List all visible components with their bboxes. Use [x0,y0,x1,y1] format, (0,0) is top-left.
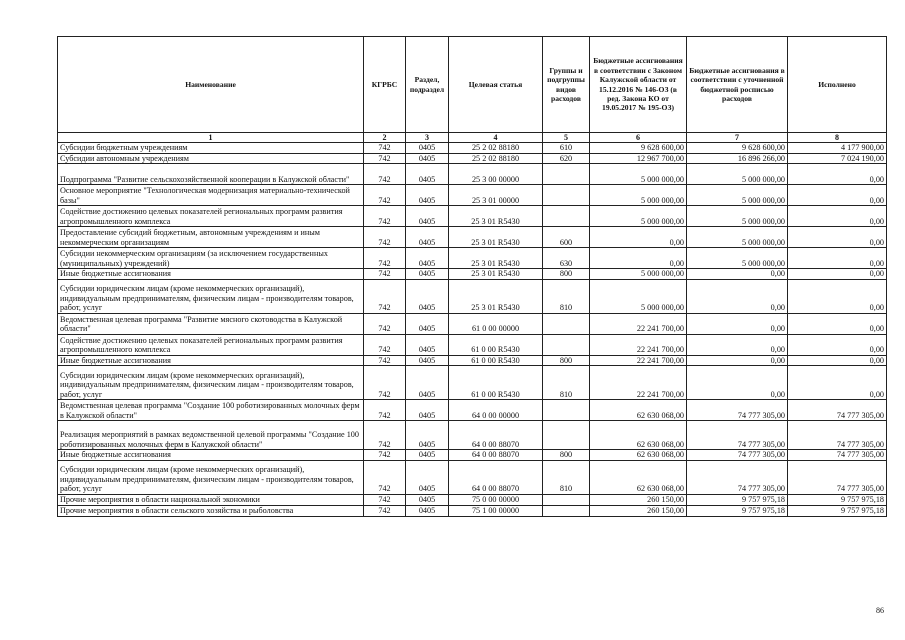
row-section: 0405 [406,505,449,516]
row-plan-amount: 16 896 266,00 [687,153,788,164]
row-kgrbs: 742 [364,269,406,280]
row-group [543,313,590,334]
table-row [58,248,887,269]
row-section: 0405 [406,355,449,366]
row-kgrbs: 742 [364,153,406,164]
row-plan-amount: 5 000 000,00 [687,248,788,269]
table-row [58,227,887,248]
row-law-amount: 0,00 [590,227,687,248]
table-row [58,400,887,421]
row-group: 610 [543,143,590,154]
row-target: 25 3 00 00000 [449,164,543,185]
table-row [58,366,887,400]
row-done-amount: 0,00 [788,227,887,248]
row-law-amount: 62 630 068,00 [590,460,687,494]
row-done-amount: 4 177 900,00 [788,143,887,154]
column-number: 7 [687,133,788,143]
row-law-amount: 5 000 000,00 [590,164,687,185]
row-section: 0405 [406,494,449,505]
row-law-amount: 260 150,00 [590,494,687,505]
row-section: 0405 [406,269,449,280]
row-kgrbs: 742 [364,366,406,400]
row-target: 64 0 00 00000 [449,400,543,421]
row-kgrbs: 742 [364,355,406,366]
row-group [543,400,590,421]
row-section: 0405 [406,164,449,185]
row-section: 0405 [406,421,449,450]
budget-table [57,36,887,517]
row-done-amount: 9 757 975,18 [788,505,887,516]
header-name: Наименование [58,37,364,133]
row-done-amount: 74 777 305,00 [788,421,887,450]
row-name: Субсидии юридическим лицам (кроме некоммерческих организаций), индивидуальным предпринимателям, физическим лицам - производителям товаров, работ, услуг [58,460,364,494]
table-row [58,450,887,461]
row-section: 0405 [406,313,449,334]
row-plan-amount: 74 777 305,00 [687,400,788,421]
row-done-amount: 74 777 305,00 [788,460,887,494]
table-row [58,460,887,494]
row-target: 25 3 01 00000 [449,185,543,206]
column-number: 4 [449,133,543,143]
row-done-amount: 0,00 [788,248,887,269]
row-group: 800 [543,450,590,461]
row-target: 64 0 00 88070 [449,450,543,461]
row-plan-amount: 5 000 000,00 [687,164,788,185]
header-law: Бюджетные ассигнования в соответствии с Законом Калужской области от 15.12.2016 № 146-ОЗ (в ред. Закона КО от 19.05.2017 № 195-ОЗ) [590,37,687,133]
row-target: 25 2 02 88180 [449,143,543,154]
table-row [58,143,887,154]
row-kgrbs: 742 [364,494,406,505]
row-section: 0405 [406,206,449,227]
row-kgrbs: 742 [364,505,406,516]
row-section: 0405 [406,460,449,494]
row-name: Субсидии автономным учреждениям [58,153,364,164]
row-section: 0405 [406,450,449,461]
row-name: Прочие мероприятия в области национальной экономики [58,494,364,505]
row-name: Содействие достижению целевых показателей региональных программ развития агропромышленного комплекса [58,206,364,227]
row-kgrbs: 742 [364,460,406,494]
row-target: 64 0 00 88070 [449,421,543,450]
row-section: 0405 [406,334,449,355]
row-plan-amount: 9 757 975,18 [687,505,788,516]
row-group: 630 [543,248,590,269]
column-number: 2 [364,133,406,143]
row-name: Субсидии юридическим лицам (кроме некоммерческих организаций), индивидуальным предпринимателям, физическим лицам - производителям товаров, работ, услуг [58,279,364,313]
table-row [58,355,887,366]
row-group: 810 [543,366,590,400]
row-name: Субсидии некоммерческим организациям (за исключением государственных (муниципальных) учреждений) [58,248,364,269]
row-target: 64 0 00 88070 [449,460,543,494]
row-name: Субсидии юридическим лицам (кроме некоммерческих организаций), индивидуальным предпринимателям, физическим лицам - производителям товаров, работ, услуг [58,366,364,400]
row-group: 800 [543,269,590,280]
row-kgrbs: 742 [364,421,406,450]
column-number: 8 [788,133,887,143]
row-kgrbs: 742 [364,143,406,154]
page-number: 86 [876,606,884,615]
table-row [58,313,887,334]
row-name: Иные бюджетные ассигнования [58,269,364,280]
row-section: 0405 [406,227,449,248]
row-done-amount: 0,00 [788,164,887,185]
row-plan-amount: 74 777 305,00 [687,421,788,450]
row-target: 25 3 01 R5430 [449,279,543,313]
row-kgrbs: 742 [364,185,406,206]
row-group: 600 [543,227,590,248]
table-row [58,334,887,355]
table-body [58,143,887,517]
row-group [543,421,590,450]
row-target: 61 0 00 00000 [449,313,543,334]
row-name: Ведомственная целевая программа "Развитие мясного скотоводства в Калужской области" [58,313,364,334]
row-kgrbs: 742 [364,279,406,313]
column-number: 1 [58,133,364,143]
table-row [58,206,887,227]
row-group [543,164,590,185]
header-done: Исполнено [788,37,887,133]
table-row [58,279,887,313]
row-target: 61 0 00 R5430 [449,355,543,366]
row-section: 0405 [406,185,449,206]
row-group: 810 [543,460,590,494]
row-kgrbs: 742 [364,248,406,269]
row-plan-amount: 0,00 [687,279,788,313]
row-kgrbs: 742 [364,313,406,334]
row-name: Предоставление субсидий бюджетным, автономным учреждениям и иным некоммерческим организациям [58,227,364,248]
row-group: 620 [543,153,590,164]
row-law-amount: 0,00 [590,248,687,269]
row-group [543,494,590,505]
row-done-amount: 0,00 [788,334,887,355]
header-plan: Бюджетные ассигнования в соответствии с уточненной бюджетной росписью расходов [687,37,788,133]
row-law-amount: 5 000 000,00 [590,185,687,206]
row-plan-amount: 9 628 600,00 [687,143,788,154]
row-done-amount: 0,00 [788,313,887,334]
header-kgrbs: КГРБС [364,37,406,133]
table-row [58,505,887,516]
row-kgrbs: 742 [364,400,406,421]
row-done-amount: 9 757 975,18 [788,494,887,505]
row-name: Иные бюджетные ассигнования [58,355,364,366]
column-number: 5 [543,133,590,143]
row-plan-amount: 74 777 305,00 [687,460,788,494]
row-name: Содействие достижению целевых показателей региональных программ развития агропромышленного комплекса [58,334,364,355]
row-group [543,206,590,227]
row-section: 0405 [406,248,449,269]
row-group [543,505,590,516]
row-target: 25 2 02 88180 [449,153,543,164]
row-group [543,185,590,206]
row-law-amount: 22 241 700,00 [590,366,687,400]
row-name: Иные бюджетные ассигнования [58,450,364,461]
row-law-amount: 9 628 600,00 [590,143,687,154]
row-section: 0405 [406,400,449,421]
row-target: 25 3 01 R5430 [449,206,543,227]
row-kgrbs: 742 [364,450,406,461]
row-target: 61 0 00 R5430 [449,366,543,400]
row-target: 61 0 00 R5430 [449,334,543,355]
row-done-amount: 0,00 [788,355,887,366]
row-law-amount: 5 000 000,00 [590,269,687,280]
row-law-amount: 62 630 068,00 [590,400,687,421]
table-row [58,164,887,185]
row-target: 75 0 00 00000 [449,494,543,505]
table-row [58,421,887,450]
row-done-amount: 74 777 305,00 [788,450,887,461]
row-law-amount: 62 630 068,00 [590,421,687,450]
row-kgrbs: 742 [364,206,406,227]
row-target: 25 3 01 R5430 [449,269,543,280]
row-plan-amount: 9 757 975,18 [687,494,788,505]
header-row [58,37,887,133]
row-section: 0405 [406,143,449,154]
row-name: Основное мероприятие "Технологическая модернизация материально-технической базы" [58,185,364,206]
row-group [543,334,590,355]
row-kgrbs: 742 [364,227,406,248]
row-plan-amount: 0,00 [687,313,788,334]
row-done-amount: 7 024 190,00 [788,153,887,164]
row-section: 0405 [406,153,449,164]
row-done-amount: 0,00 [788,185,887,206]
row-law-amount: 5 000 000,00 [590,279,687,313]
row-done-amount: 0,00 [788,206,887,227]
row-plan-amount: 0,00 [687,355,788,366]
row-name: Реализация мероприятий в рамках ведомственной целевой программы "Создание 100 роботизированных молочных ферм в Калужской области" [58,421,364,450]
row-law-amount: 22 241 700,00 [590,313,687,334]
row-done-amount: 0,00 [788,269,887,280]
row-name: Прочие мероприятия в области сельского хозяйства и рыболовства [58,505,364,516]
row-plan-amount: 5 000 000,00 [687,206,788,227]
column-number-row [58,133,887,143]
row-kgrbs: 742 [364,334,406,355]
row-plan-amount: 5 000 000,00 [687,185,788,206]
row-target: 25 3 01 R5430 [449,227,543,248]
table-row [58,153,887,164]
row-law-amount: 22 241 700,00 [590,355,687,366]
row-plan-amount: 0,00 [687,366,788,400]
row-name: Субсидии бюджетным учреждениям [58,143,364,154]
header-target: Целевая статья [449,37,543,133]
header-section: Раздел, подраздел [406,37,449,133]
row-group: 800 [543,355,590,366]
row-plan-amount: 74 777 305,00 [687,450,788,461]
row-plan-amount: 0,00 [687,269,788,280]
column-number: 6 [590,133,687,143]
row-law-amount: 5 000 000,00 [590,206,687,227]
column-number: 3 [406,133,449,143]
row-name: Подпрограмма "Развитие сельскохозяйственной кооперации в Калужской области" [58,164,364,185]
row-kgrbs: 742 [364,164,406,185]
row-target: 25 3 01 R5430 [449,248,543,269]
row-law-amount: 12 967 700,00 [590,153,687,164]
row-law-amount: 62 630 068,00 [590,450,687,461]
header-group: Группы и подгруппы видов расходов [543,37,590,133]
row-law-amount: 260 150,00 [590,505,687,516]
table-row [58,185,887,206]
table-row [58,269,887,280]
row-target: 75 1 00 00000 [449,505,543,516]
row-plan-amount: 5 000 000,00 [687,227,788,248]
row-law-amount: 22 241 700,00 [590,334,687,355]
row-name: Ведомственная целевая программа "Создание 100 роботизированных молочных ферм в Калужской области" [58,400,364,421]
row-plan-amount: 0,00 [687,334,788,355]
row-done-amount: 74 777 305,00 [788,400,887,421]
table-row [58,494,887,505]
row-done-amount: 0,00 [788,366,887,400]
row-section: 0405 [406,366,449,400]
row-done-amount: 0,00 [788,279,887,313]
row-group: 810 [543,279,590,313]
row-section: 0405 [406,279,449,313]
